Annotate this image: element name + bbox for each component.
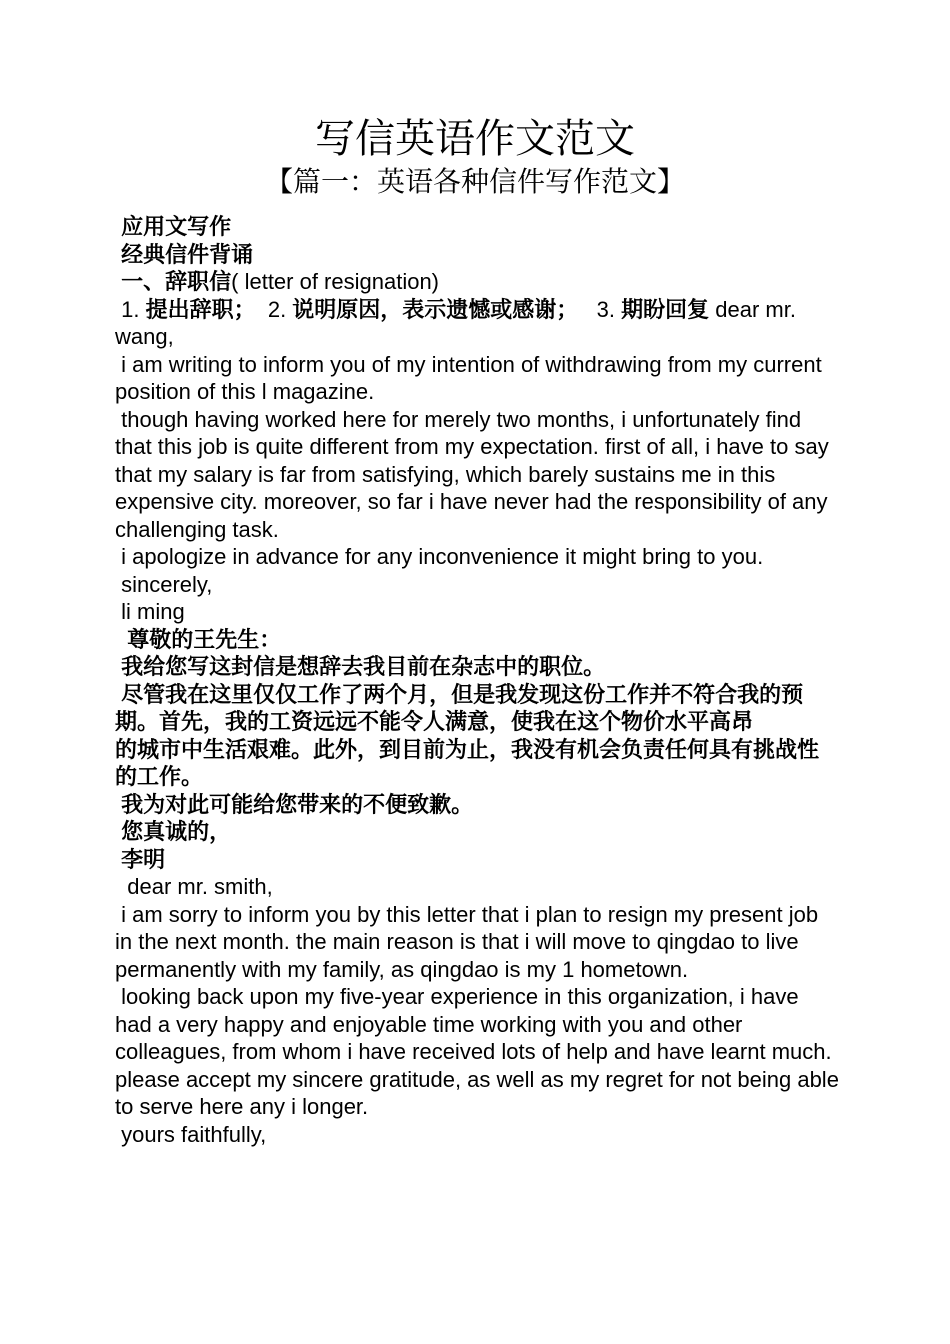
letter-1-salutation: dear mr. wang, [115, 296, 803, 349]
letter-1-cn-paragraph: 的城市中生活艰难。此外，到目前为止，我没有机会负责任何具有挑战性的工作。 [115, 736, 820, 789]
letter-1-signature: li ming [115, 599, 185, 624]
steps-line [115, 296, 840, 351]
letter-1-cn-paragraph: 尽管我在这里仅仅工作了两个月，但是我发现这份工作并不符合我的预期。首先，我的工资远远不能令人满意，使我在这个物价水平高昂 [115, 681, 804, 734]
step-3: 期盼回复 [621, 296, 710, 322]
letter-1-closing: sincerely, [115, 571, 213, 597]
letter-2-closing: yours faithfully, [115, 1121, 267, 1147]
document-title: 写信英语作文范文 [315, 116, 635, 162]
step-2: 说明原因，表示遗憾或感谢； [292, 296, 579, 322]
step-number-2: 2. [255, 296, 293, 322]
letter-1-cn-paragraph: 我为对此可能给您带来的不便致歉。 [115, 791, 474, 817]
letter-1-cn-salutation: 尊敬的王先生： [115, 626, 282, 652]
letter-2-paragraph: i am sorry to inform you by this letter that i plan to resign my present job in the next month. the main reason is that i will move to qingdao to live permanently with my family, as qingdao is my 1 hometown. [115, 901, 825, 982]
section-heading [115, 268, 840, 296]
section-title-cn: 一、辞职信 [115, 269, 232, 294]
letter-1-cn-paragraph: 我给您写这封信是想辞去我目前在杂志中的职位。 [115, 654, 606, 679]
heading-classic-letters: 经典信件背诵 [115, 241, 254, 267]
document-subtitle: 【篇一：英语各种信件写作范文】 [264, 165, 685, 198]
letter-2-salutation: dear mr. smith, [115, 874, 273, 899]
heading-applied-writing: 应用文写作 [115, 214, 232, 239]
section-title-en: ( letter of resignation) [231, 269, 440, 294]
letter-1-paragraph: i apologize in advance for any inconvenience it might bring to you. [115, 544, 764, 569]
step-number-1: 1. [115, 296, 146, 322]
letter-1-paragraph: though having worked here for merely two months, i unfortunately find that this job is quite different from my expectation. first of all, i have to say that my salary is far from satisfying, which barely sustains me in this expensive city. moreover, so far i have never had the responsibility of any challenging task. [115, 406, 835, 542]
document-body [115, 213, 846, 1148]
letter-2-paragraph: looking back upon my five-year experience in this organization, i have had a very happy and enjoyable time working with you and other colleagues, from whom i have received lots of help and have learnt much. please accept my sincere gratitude, as well as my regret for not being able to serve here any i longer. [115, 984, 846, 1119]
letter-1-cn-signature: 李明 [115, 846, 166, 872]
letter-1-cn-closing: 您真诚的， [115, 819, 232, 844]
step-1: 提出辞职； [145, 296, 256, 322]
letter-1-paragraph: i am writing to inform you of my intention of withdrawing from my current position of this l magazine. [115, 351, 828, 404]
step-number-3: 3. [578, 296, 622, 322]
